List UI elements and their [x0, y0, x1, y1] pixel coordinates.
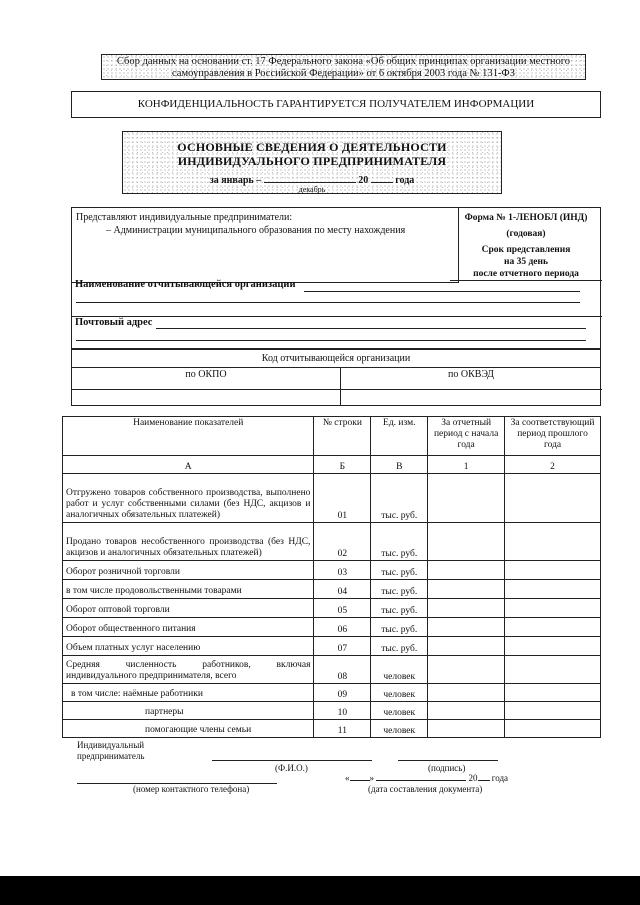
- org-name-field-line2[interactable]: [76, 302, 580, 303]
- scan-border: [0, 876, 640, 905]
- previous-period-cell[interactable]: [505, 656, 601, 684]
- address-row: [72, 317, 608, 328]
- deadline-line1: Срок представления: [481, 245, 571, 255]
- period-prefix: за январь –: [209, 175, 262, 186]
- signature-field[interactable]: [398, 760, 498, 761]
- col-number-1: 1: [428, 456, 505, 474]
- confidential-notice: [71, 91, 601, 118]
- address-field[interactable]: [156, 328, 586, 329]
- row-number: 07: [314, 637, 371, 656]
- entrepreneur-label-line2: предприниматель: [77, 751, 145, 761]
- previous-period-cell[interactable]: [505, 580, 601, 599]
- okpo-label: по ОКПО: [72, 367, 341, 390]
- row-number: 09: [314, 684, 371, 702]
- table-row: [63, 684, 601, 702]
- law-reference: [101, 54, 586, 80]
- okved-label: по ОКВЭД: [340, 367, 602, 390]
- previous-period-cell[interactable]: [505, 523, 601, 561]
- date-year-prefix: 20: [468, 773, 478, 783]
- period-year-prefix: 20: [358, 175, 369, 186]
- row-unit: тыс. руб.: [371, 474, 428, 523]
- row-name: Отгружено товаров собственного производства, выполнено работ и услуг собственными силами (без НДС, акцизов и аналогичных обязательных платежей): [63, 474, 314, 523]
- date-caption: (дата составления документа): [368, 784, 483, 794]
- previous-period-cell[interactable]: [505, 684, 601, 702]
- fio-field[interactable]: [212, 760, 372, 761]
- row-unit: человек: [371, 656, 428, 684]
- period-year-field[interactable]: [371, 172, 393, 183]
- form-title-line1: ОСНОВНЫЕ СВЕДЕНИЯ О ДЕЯТЕЛЬНОСТИ: [177, 140, 447, 154]
- table-row: [63, 474, 601, 523]
- date-year-suffix: года: [491, 773, 509, 783]
- form-title-box: [122, 131, 502, 194]
- org-name-label: Наименование отчитывающейся организации: [75, 279, 296, 290]
- header-current-period: За отчетный период с начала года: [428, 417, 505, 456]
- report-period: [123, 172, 501, 186]
- row-name: Оборот розничной торговли: [63, 561, 314, 580]
- row-unit: тыс. руб.: [371, 523, 428, 561]
- col-letter-v: В: [371, 456, 428, 474]
- col-number-2: 2: [505, 456, 601, 474]
- date-year-field[interactable]: [478, 772, 490, 781]
- row-name: Средняя численность работников, включая индивидуального предпринимателя, всего: [63, 656, 314, 684]
- row-name: партнеры: [63, 702, 314, 720]
- row-unit: тыс. руб.: [371, 637, 428, 656]
- row-unit: человек: [371, 684, 428, 702]
- row-name: помогающие члены семьи: [63, 720, 314, 738]
- current-period-cell[interactable]: [428, 580, 505, 599]
- col-letter-a: А: [63, 456, 314, 474]
- okpo-value-field[interactable]: [72, 389, 341, 406]
- row-name: Оборот оптовой торговли: [63, 599, 314, 618]
- current-period-cell[interactable]: [428, 656, 505, 684]
- entrepreneur-label: [77, 740, 144, 762]
- row-number: 02: [314, 523, 371, 561]
- row-unit: тыс. руб.: [371, 618, 428, 637]
- date-day-field[interactable]: [350, 772, 370, 781]
- header-indicator: Наименование показателей: [63, 417, 314, 456]
- table-row: [63, 637, 601, 656]
- document-date-row: [345, 772, 508, 783]
- submitter-info-block: [71, 207, 601, 349]
- org-code-label: Код отчитывающейся организации: [72, 350, 600, 368]
- table-row: [63, 702, 601, 720]
- period-month-field[interactable]: [264, 172, 356, 183]
- form-info: [450, 208, 602, 281]
- period-hint: декабрь: [298, 185, 326, 194]
- law-text: Сбор данных на основании ст. 17 Федерального закона «Об общих принципах организации местного самоуправления в Российской Федерации» от 6 октября 2003 года № 131-ФЗ: [116, 56, 571, 79]
- submitters-label: Представляют индивидуальные предприниматели:: [76, 212, 293, 223]
- table-header-row: [63, 417, 601, 456]
- submitters-section: [72, 208, 459, 283]
- current-period-cell[interactable]: [428, 599, 505, 618]
- org-name-field[interactable]: [304, 291, 580, 292]
- form-frequency: (годовая): [506, 229, 546, 239]
- header-line-number: № строки: [314, 417, 371, 456]
- previous-period-cell[interactable]: [505, 720, 601, 738]
- table-row: [63, 599, 601, 618]
- current-period-cell[interactable]: [428, 702, 505, 720]
- row-unit: тыс. руб.: [371, 580, 428, 599]
- date-month-field[interactable]: [376, 772, 466, 781]
- fio-caption: (Ф.И.О.): [275, 763, 308, 773]
- row-number: 11: [314, 720, 371, 738]
- previous-period-cell[interactable]: [505, 561, 601, 580]
- previous-period-cell[interactable]: [505, 637, 601, 656]
- table-row: [63, 561, 601, 580]
- table-row: [63, 580, 601, 599]
- row-number: 03: [314, 561, 371, 580]
- previous-period-cell[interactable]: [505, 618, 601, 637]
- row-name: в том числе: наёмные работники: [63, 684, 314, 702]
- org-codes-block: [71, 349, 601, 406]
- indicators-table: [62, 416, 601, 738]
- current-period-cell[interactable]: [428, 561, 505, 580]
- table-row: [63, 618, 601, 637]
- current-period-cell[interactable]: [428, 720, 505, 738]
- date-open-quote: «: [345, 773, 350, 783]
- table-row: [63, 523, 601, 561]
- table-row: [63, 656, 601, 684]
- row-unit: тыс. руб.: [371, 599, 428, 618]
- header-previous-period: За соответствующий период прошлого года: [505, 417, 601, 456]
- date-close-quote: »: [369, 773, 374, 783]
- row-name: Оборот общественного питания: [63, 618, 314, 637]
- phone-caption: (номер контактного телефона): [133, 784, 250, 794]
- deadline-line3: после отчетного периода: [473, 269, 579, 279]
- form-number: Форма № 1-ЛЕНОБЛ (ИНД): [464, 213, 588, 223]
- current-period-cell[interactable]: [428, 684, 505, 702]
- current-period-cell[interactable]: [428, 523, 505, 561]
- row-name: Объем платных услуг населению: [63, 637, 314, 656]
- deadline-line2: на 35 день: [504, 257, 548, 267]
- previous-period-cell[interactable]: [505, 702, 601, 720]
- row-unit: человек: [371, 720, 428, 738]
- row-name: в том числе продовольственными товарами: [63, 580, 314, 599]
- period-suffix: года: [395, 175, 415, 186]
- entrepreneur-label-line1: Индивидуальный: [77, 740, 145, 750]
- row-number: 01: [314, 474, 371, 523]
- previous-period-cell[interactable]: [505, 474, 601, 523]
- submitters-item: – Администрации муниципального образования по месту нахождения: [106, 225, 406, 236]
- row-name: Продано товаров несобственного производства (без НДС, акцизов и аналогичных обязательных платежей): [63, 523, 314, 561]
- row-unit: человек: [371, 702, 428, 720]
- okved-value-field[interactable]: [340, 389, 602, 406]
- address-field-line2[interactable]: [76, 340, 586, 341]
- confidential-text: КОНФИДЕНЦИАЛЬНОСТЬ ГАРАНТИРУЕТСЯ ПОЛУЧАТЕЛЕМ ИНФОРМАЦИИ: [137, 98, 535, 110]
- form-title-line2: ИНДИВИДУАЛЬНОГО ПРЕДПРИНИМАТЕЛЯ: [177, 154, 447, 168]
- address-label: Почтовый адрес: [75, 317, 153, 328]
- header-unit: Ед. изм.: [371, 417, 428, 456]
- current-period-cell[interactable]: [428, 637, 505, 656]
- row-unit: тыс. руб.: [371, 561, 428, 580]
- row-number: 06: [314, 618, 371, 637]
- table-letter-row: [63, 456, 601, 474]
- org-name-row: [72, 279, 608, 290]
- current-period-cell[interactable]: [428, 618, 505, 637]
- previous-period-cell[interactable]: [505, 599, 601, 618]
- row-number: 08: [314, 656, 371, 684]
- row-number: 10: [314, 702, 371, 720]
- table-row: [63, 720, 601, 738]
- signature-caption: (подпись): [428, 763, 466, 773]
- row-number: 04: [314, 580, 371, 599]
- row-number: 05: [314, 599, 371, 618]
- current-period-cell[interactable]: [428, 474, 505, 523]
- col-letter-b: Б: [314, 456, 371, 474]
